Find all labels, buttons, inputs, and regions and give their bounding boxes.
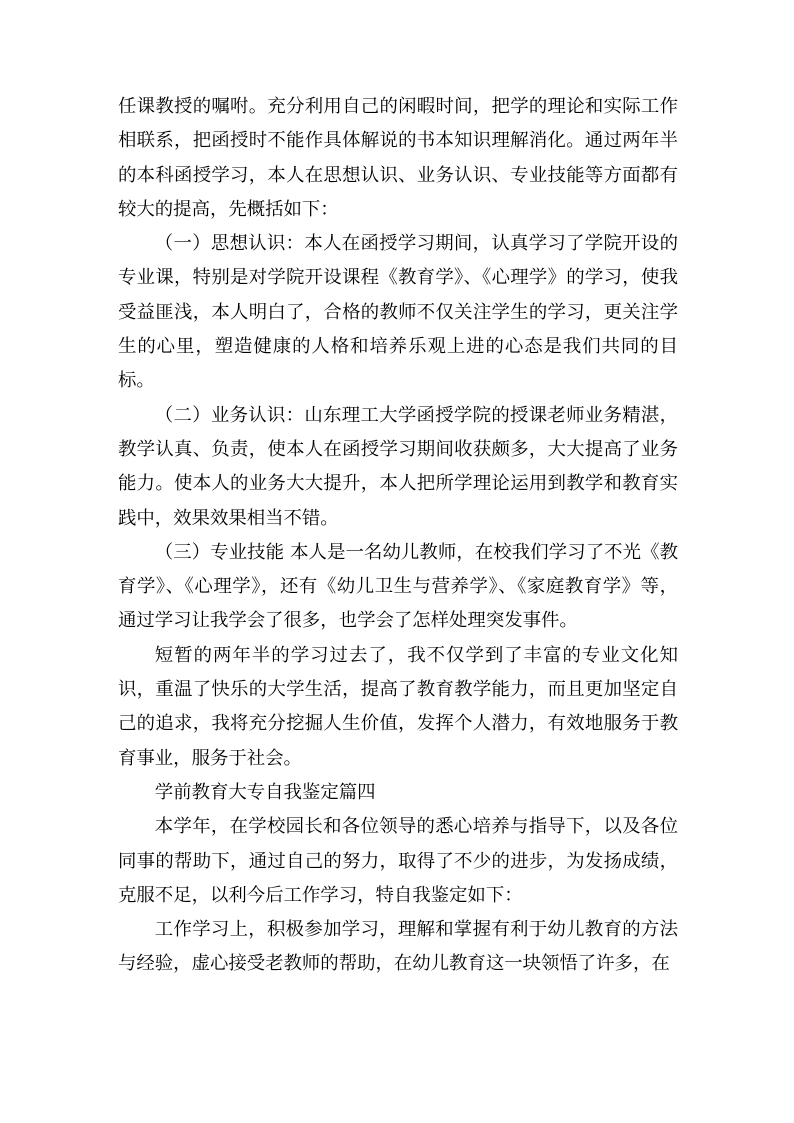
- document-body: [118, 90, 678, 982]
- paragraph-professional-skills: （三）专业技能 本人是一名幼儿教师，在校我们学习了不光《教育学》、《心理学》，还有《幼儿卫生与营养学》、《家庭教育学》等，通过学习让我学会了很多，也学会了怎样处理突发事件。: [118, 541, 678, 632]
- paragraph-summary: 短暂的两年半的学习过去了，我不仅学到了丰富的专业文化知识，重温了快乐的大学生活，提高了教育教学能力，而且更加坚定自己的追求，我将充分挖掘人生价值，发挥个人潜力，有效地服务于教育事业，服务于社会。: [118, 644, 678, 769]
- paragraph-section-intro: 本学年，在学校园长和各位领导的悉心培养与指导下，以及各位同事的帮助下，通过自己的努力，取得了不少的进步，为发扬成绩，克服不足，以利今后工作学习，特自我鉴定如下：: [118, 816, 678, 906]
- paragraph-continuation: 任课教授的嘱咐。充分利用自己的闲暇时间，把学的理论和实际工作相联系，把函授时不能作具体解说的书本知识理解消化。通过两年半的本科函授学习，本人在思想认识、业务认识、专业技能等方面都有较大的提高，先概括如下：: [118, 96, 678, 220]
- paragraph-ideological-awareness: （一）思想认识：本人在函授学习期间，认真学习了学院开设的专业课，特别是对学院开设课程《教育学》、《心理学》的学习，使我受益匪浅，本人明白了，合格的教师不仅关注学生的学习，更关注学生的心里，塑造健康的人格和培养乐观上进的心态是我们共同的目标。: [118, 233, 678, 392]
- paragraph-professional-awareness: （二）业务认识：山东理工大学函授学院的授课老师业务精湛，教学认真、负责，使本人在函授学习期间收获颇多，大大提高了业务能力。使本人的业务大大提升，本人把所学理论运用到教学和教育实践中，效果效果相当不错。: [118, 404, 678, 529]
- paragraph-work-study: 工作学习上，积极参加学习，理解和掌握有利于幼儿教育的方法与经验，虚心接受老教师的帮助，在幼儿教育这一块领悟了许多，在: [118, 919, 678, 975]
- section-heading: 学前教育大专自我鉴定篇四: [154, 781, 376, 803]
